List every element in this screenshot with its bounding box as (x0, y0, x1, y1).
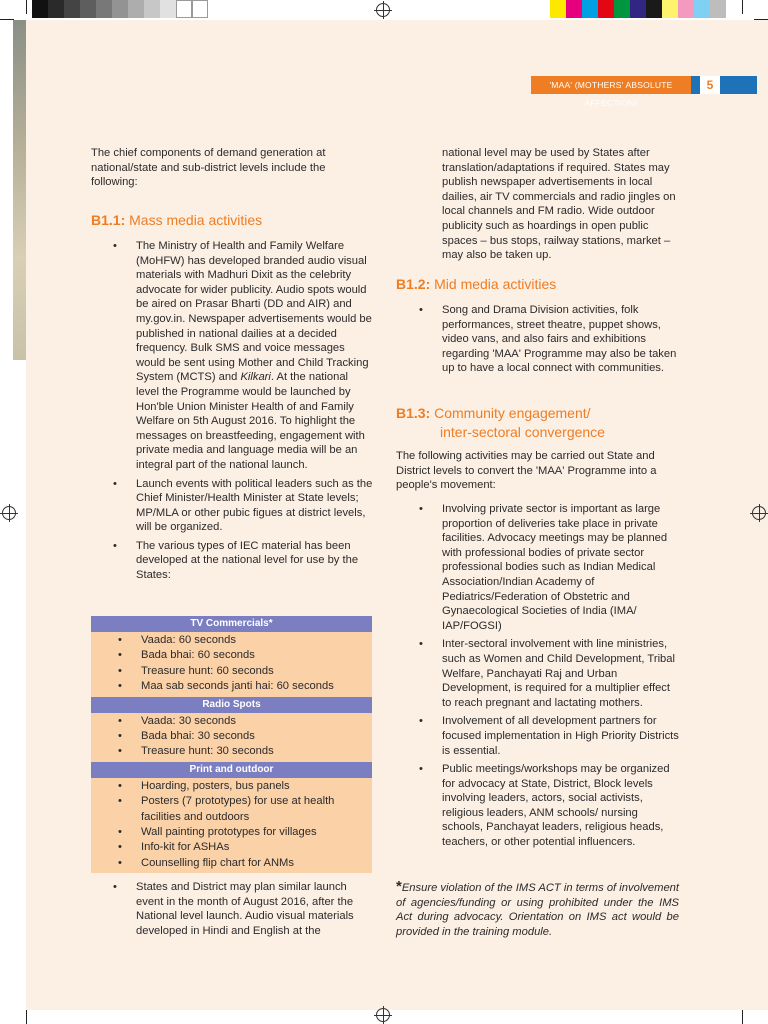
table-row: • Vaada: 30 seconds (91, 714, 372, 729)
table-header-radio: Radio Spots (91, 697, 372, 713)
iec-material-table (91, 616, 372, 873)
crop-mark (742, 1010, 743, 1024)
list-item: • Involving private sector is important as large proportion of deliveries take place in private facilities. Advocacy meetings may be planned with professional bodies of private sector professional bodies such as Indian Medical Association/Indian Academy of Pediatrics/Federation of Obstetric and Gynaecological Societies of India (IMA/ IAP/FOGSI) (414, 502, 682, 633)
crop-mark (0, 19, 14, 20)
mid-media-list (414, 303, 682, 380)
list-item: • Involvement of all development partners for focused implementation in High Priority Districts is essential. (414, 714, 682, 758)
color-bar (550, 0, 726, 18)
table-row: • Bada bhai: 30 seconds (91, 729, 372, 744)
table-row: • Vaada: 60 seconds (91, 633, 372, 648)
list-item: • Public meetings/workshops may be organized for advocacy at State, District, Block levels involving leaders, actors, social activists, religious leaders, ANM schools/ nursing schools, Panchayat leaders, religious heads, teachers, or other potential influencers. (414, 762, 682, 850)
list-item: • The various types of IEC material has been developed at the national level for use by the States: (108, 539, 373, 583)
intro-paragraph: The chief components of demand generation at national/state and sub-district levels include the following: (91, 147, 326, 189)
list-item: • The Ministry of Health and Family Welfare (MoHFW) has developed branded audio visual materials with Madhuri Dixit as the celebrity advocate for wider publicity. Audio spots would be aired on Prasar Bharti (DD and AIR) and my.gov.in. Newspaper advertisements would be published in national dailies at a decided frequency. Bulk SMS and voice messages would be sent using Mother and Child Tracking System (MCTS) and Kilkari. At the national level the Programme would be launched by Hon'ble Union Minister Health of and Family Welfare on 5th August 2016. To highlight the messages on breastfeeding, engagement with private media and language media will be an integral part of the national launch. (108, 239, 373, 473)
table-row: • Maa sab seconds janti hai: 60 seconds (91, 679, 372, 694)
mass-media-list-continued (108, 880, 373, 942)
table-row: • Treasure hunt: 30 seconds (91, 744, 372, 759)
registration-mark-top (376, 3, 390, 17)
crop-mark (26, 0, 27, 14)
community-intro: The following activities may be carried out State and District levels to convert the 'MAA' Programme into a people's movement: (396, 450, 657, 492)
footnote: *Ensure violation of the IMS ACT in terms of involvement of agencies/funding or using prohibited under the IMS Act during advocacy. Orientation on IMS act would be provided in the training module. (396, 878, 679, 938)
page-number: 5 (700, 76, 720, 94)
continuation-paragraph: national level may be used by States after translation/adaptations if required. States may publish newspaper advertisements in local dailies, air TV commercials and radio jingles on local channels and FM radio. Wide outdoor publicity such as hoardings in open public spaces – bus stops, railway stations, market – may also be taken up. (442, 147, 676, 262)
crop-mark (742, 0, 743, 14)
registration-mark-left (2, 506, 16, 520)
table-row: • Counselling flip chart for ANMs (91, 856, 372, 871)
list-item: • Song and Drama Division activities, folk performances, street theatre, puppet shows, video vans, and also fairs and exhibitions regarding 'MAA' Programme may also be taken up to have a local connect with communities. (414, 303, 682, 376)
table-header-tv: TV Commercials* (91, 616, 372, 632)
table-row: • Info-kit for ASHAs (91, 840, 372, 855)
community-engagement-list (414, 502, 682, 854)
section-heading-b11: B1.1: Mass media activities (91, 212, 263, 228)
list-item: • Inter-sectoral involvement with line ministries, such as Women and Child Development, Tribal Welfare, Panchayati Raj and Urban Development, is required for a multiplier effect to reach pregnant and lactating mothers. (414, 637, 682, 710)
list-item: • Launch events with political leaders such as the Chief Minister/Health Minister at State levels; MP/MLA or other pubic figues at district levels, will be organized. (108, 477, 373, 535)
registration-mark-bottom (376, 1008, 390, 1022)
table-body-radio (91, 713, 372, 762)
table-header-print: Print and outdoor (91, 762, 372, 778)
table-row: • Posters (7 prototypes) for use at health facilities and outdoors (91, 794, 372, 825)
mass-media-list (108, 239, 373, 587)
table-row: • Hoarding, posters, bus panels (91, 779, 372, 794)
section-heading-b12: B1.2: Mid media activities (396, 276, 557, 292)
crop-mark (26, 1010, 27, 1024)
table-row: • Wall painting prototypes for villages (91, 825, 372, 840)
registration-mark-right (752, 506, 766, 520)
table-body-tv (91, 632, 372, 697)
list-item: • States and District may plan similar launch event in the month of August 2016, after the National level launch. Audio visual materials developed in Hindi and English at the (108, 880, 373, 938)
table-row: • Bada bhai: 60 seconds (91, 648, 372, 663)
table-body-print (91, 778, 372, 873)
table-row: • Treasure hunt: 60 seconds (91, 664, 372, 679)
running-header: 'MAA' (MOTHERS' ABSOLUTE AFFECTION) (531, 76, 691, 94)
section-heading-b13: B1.3: Community engagement/ inter-sectoral convergence (396, 405, 605, 440)
grayscale-bar (32, 0, 208, 18)
cover-photo-edge (13, 20, 26, 360)
crop-mark (754, 19, 768, 20)
